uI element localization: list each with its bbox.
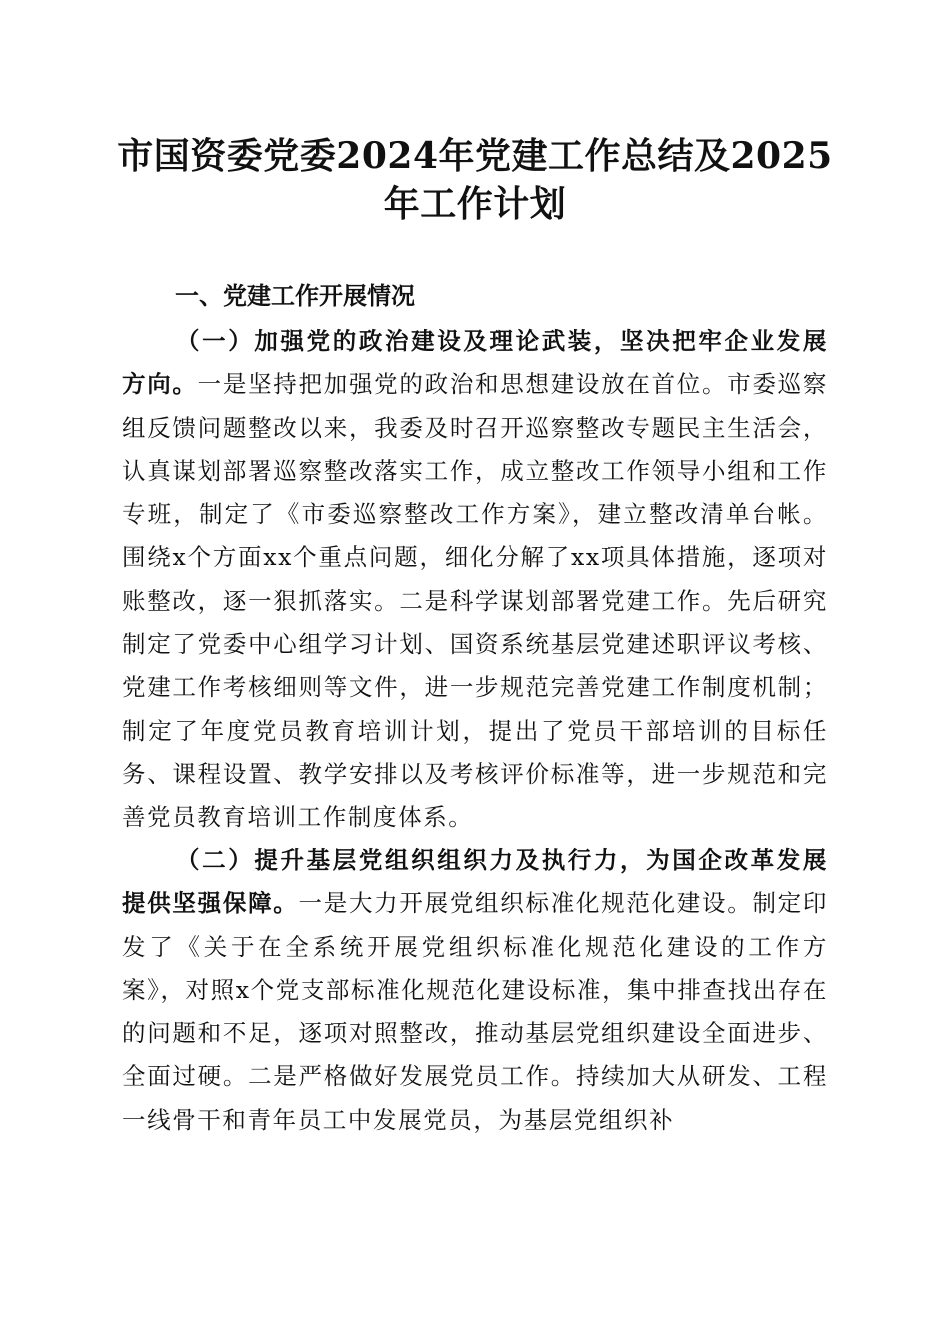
paragraph-2-body: 一是大力开展党组织标准化规范化建设。制定印发了《关于在全系统开展党组织标准化规范化建设的工作方案》，对照x个党支部标准化规范化建设标准，集中排查找出存在的问题和不足，逐项对照整改，推动基层党组织建设全面进步、全面过硬。二是严格做好发展党员工作。持续加大从研发、工程一线骨干和青年员工中发展党员，为基层党组织补: [122, 889, 828, 1134]
paragraph-2: [122, 839, 828, 1142]
section-heading: 一、党建工作开展情况: [175, 282, 415, 310]
paragraph-1-lead: （一）加强党的政治建设及理论武装，坚决把牢企业发展方向。: [122, 327, 828, 399]
paragraph-2-lead: （二）提升基层党组织组织力及执行力，为国企改革发展提供坚强保障。: [122, 846, 828, 918]
document-title: 市国资委党委2024年党建工作总结及2025年工作计划: [117, 135, 833, 225]
paragraph-1-body: 一是坚持把加强党的政治和思想建设放在首位。市委巡察组反馈问题整改以来，我委及时召开巡察整改专题民主生活会，认真谋划部署巡察整改落实工作，成立整改工作领导小组和工作专班，制定了《市委巡察整改工作方案》，建立整改清单台帐。围绕x个方面xx个重点问题，细化分解了xx项具体措施，逐项对账整改，逐一狠抓落实。二是科学谋划部署党建工作。先后研究制定了党委中心组学习计划、国资系统基层党建述职评议考核、党建工作考核细则等文件，进一步规范完善党建工作制度机制；制定了年度党员教育培训计划，提出了党员干部培训的目标任务、课程设置、教学安排以及考核评价标准等，进一步规范和完善党员教育培训工作制度体系。: [122, 370, 828, 832]
paragraph-1: [122, 320, 828, 840]
